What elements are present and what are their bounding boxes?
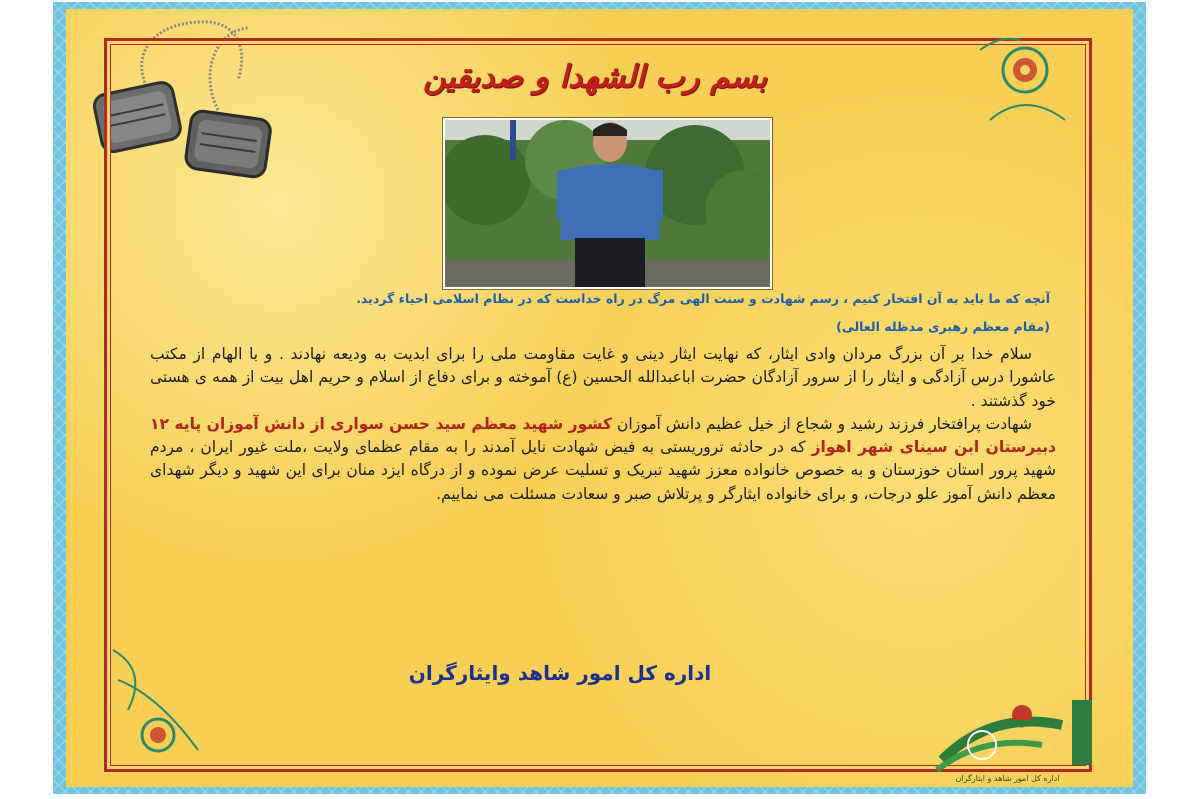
organization-signature: اداره کل امور شاهد وایثارگران: [408, 661, 712, 685]
leader-quote: آنچه که ما باید به آن افتخار کنیم ، رسم شهادت و سنت الهی مرگ در راه خداست که در نظام اسلامی احیاء گردید.: [356, 291, 1050, 306]
bismillah-title: بسم رب الشهدا و صدیقین: [423, 59, 767, 95]
quote-source: (مقام معظم رهبری مدظله العالی): [836, 319, 1050, 334]
martyr-photo: [443, 118, 772, 289]
tribute-paragraph-1: [150, 343, 1056, 413]
tribute-paragraph-2: [150, 413, 1056, 506]
tribute-paragraph-1-text: سلام خدا بر آن بزرگ مردان وادی ایثار، که نهایت ایثار دینی و غایت مقاومت ملی را برای ابدیت به ودیعه نهادند . و با الهام از مکتب عاشورا درس آزادگی و ایثار را از سرور آزادگان حضرت اباعبدالله الحسین (ع) آموخته و برای دفاع از اسلام و حریم اهل بیت از همه ی هستی خود گذشتند .: [150, 345, 1056, 410]
corner-ornament-icon: [970, 30, 1080, 140]
tribute-paragraph-2-start: شهادت پرافتخار فرزند رشید و شجاع از خیل عظیم دانش آموزان: [617, 414, 1032, 433]
corner-ornament-icon: [108, 640, 228, 760]
tribute-text: [150, 343, 1056, 506]
tribute-paragraph-2-end: که در حادثه تروریستی به فیض شهادت نایل آمدند را به مقام عظمای ولایت ،ملت غیور ایران ، مردم شهید پرور استان خوزستان و به خصوص خانواده معزز شهید تبریک و تسلیت عرض نموده و از درگاه ایزد منان برای این شهید و دیگر شهدای معظم دانش آموز علو درجات، و برای خانواده ایثارگر و پرتلاش صبر و سعادت مسئلت می نماییم.: [150, 438, 1056, 503]
martyr-name-highlight: کشور شهید معظم سید حسن سواری از دانش آموزان پایه ۱۲ دبیرستان ابن سینای شهر اهواز: [150, 414, 1056, 457]
logo-caption: اداره کل امور شاهد و ایثارگران: [955, 774, 1060, 783]
